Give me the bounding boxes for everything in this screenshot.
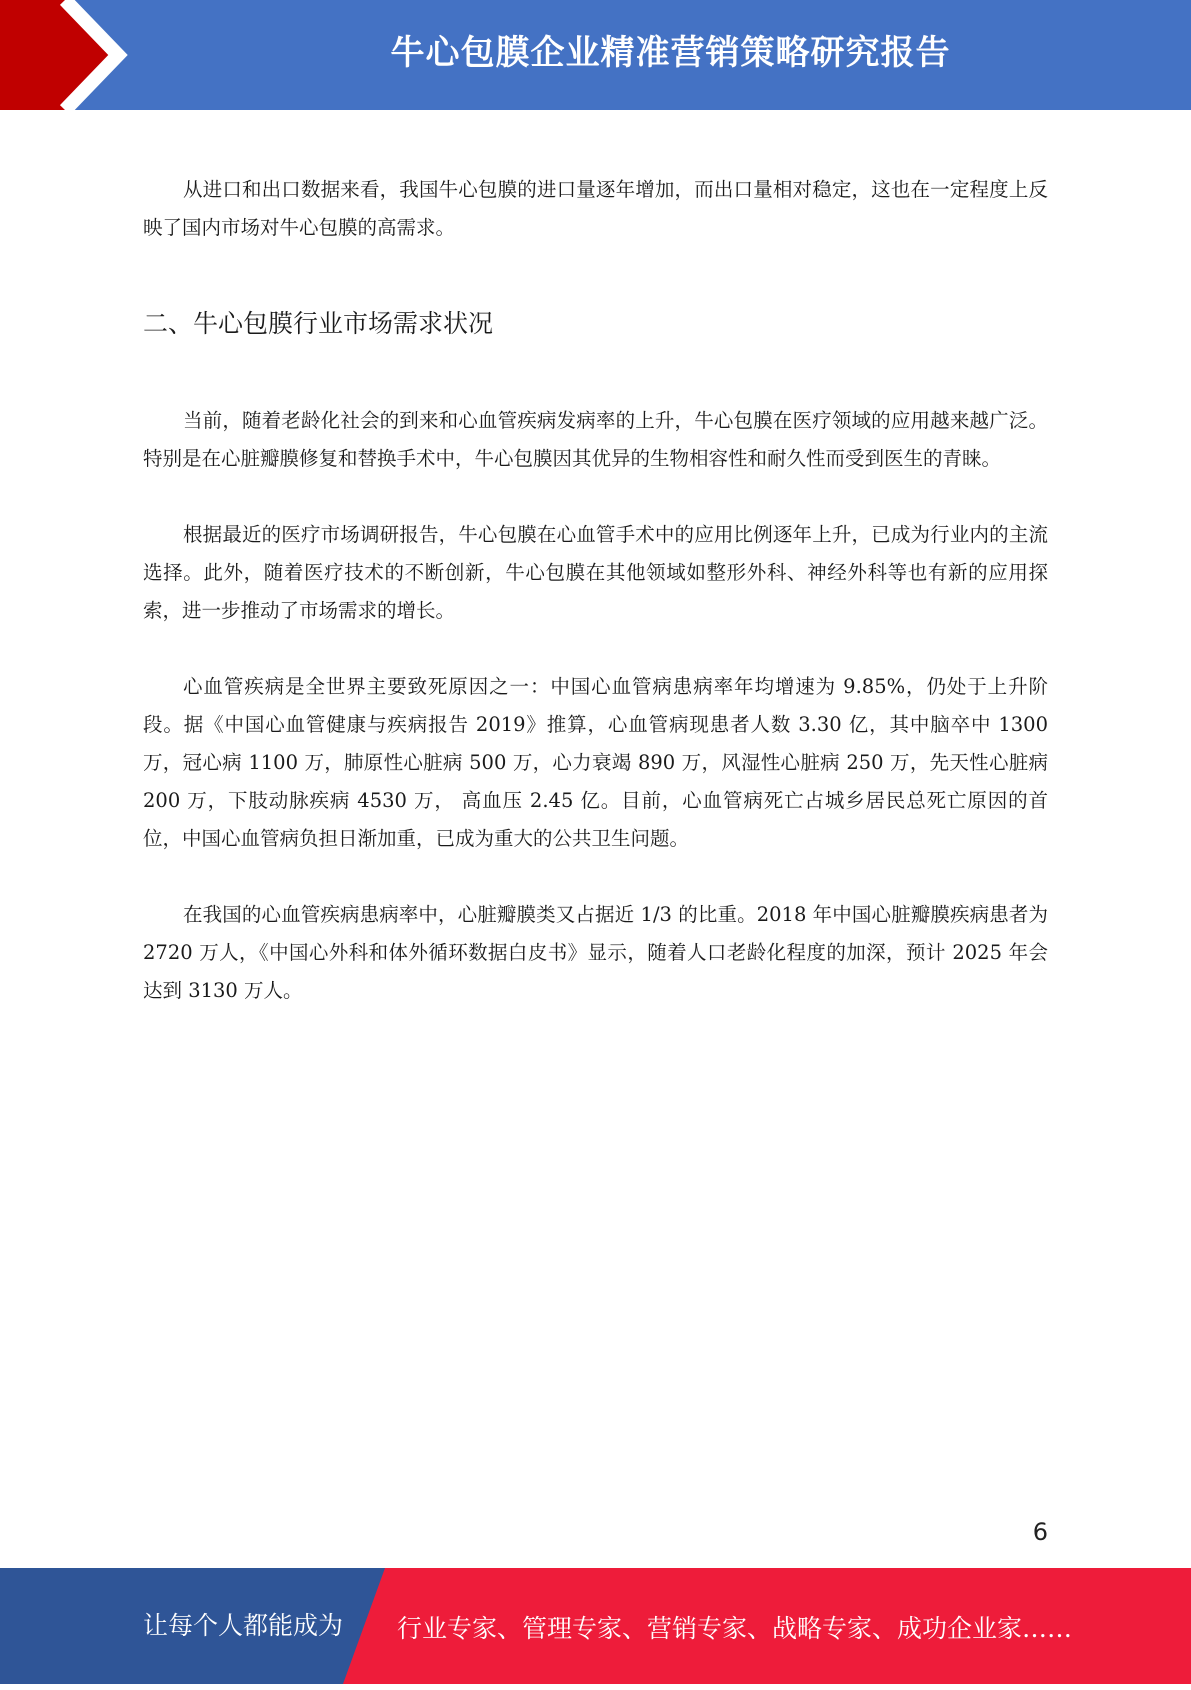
section-heading: 二、牛心包膜行业市场需求状况: [143, 309, 494, 338]
paragraph-import-export: 从进口和出口数据来看，我国牛心包膜的进口量逐年增加，而出口量相对稳定，这也在一定程度上反映了国内市场对牛心包膜的高需求。: [143, 178, 1048, 239]
paragraph-market-research: 根据最近的医疗市场调研报告，牛心包膜在心血管手术中的应用比例逐年上升，已成为行业内的主流选择。此外，随着医疗技术的不断创新，牛心包膜在其他领域如整形外科、神经外科等也有新的应用探索，进一步推动了市场需求的增长。: [143, 523, 1048, 622]
page-footer: [0, 1568, 1191, 1684]
paragraph-cardiovascular-stats: 心血管疾病是全世界主要致死原因之一：中国心血管病患病率年均增速为 9.85%，仍处于上升阶段。据《中国心血管健康与疾病报告 2019》推算，心血管病现患者人数 3.30 亿，其中脑卒中 1300 万，冠心病 1100 万，肺原性心脏病 500 万，心力衰竭 890 万，风湿性心脏病 250 万，先天性心脏病 200 万，下肢动脉疾病 4530 万， 高血压 2.45 亿。目前，心血管病死亡占城乡居民总死亡原因的首位，中国心血管病负担日渐加重，已成为重大的公共卫生问题。: [143, 675, 1048, 850]
page-header: [0, 0, 1191, 110]
page-number: 6: [1032, 1518, 1048, 1546]
paragraph-valve-disease: 在我国的心血管疾病患病率中，心脏瓣膜类又占据近 1/3 的比重。2018 年中国心脏瓣膜疾病患者为 2720 万人，《中国心外科和体外循环数据白皮书》显示，随着人口老龄化程度的加深，预计 2025 年会达到 3130 万人。: [143, 903, 1048, 1002]
footer-slogan-left: 让每个人都能成为: [143, 1611, 344, 1640]
footer-slogan-right: 行业专家、管理专家、营销专家、战略专家、成功企业家……: [397, 1614, 1073, 1643]
paragraph-market-demand: 当前，随着老龄化社会的到来和心血管疾病发病率的上升，牛心包膜在医疗领域的应用越来越广泛。特别是在心脏瓣膜修复和替换手术中，牛心包膜因其优异的生物相容性和耐久性而受到医生的青睐。: [143, 409, 1048, 470]
document-body: [143, 171, 1048, 1010]
header-chevron-graphic: [0, 0, 150, 110]
document-title: 牛心包膜企业精准营销策略研究报告: [390, 33, 951, 73]
